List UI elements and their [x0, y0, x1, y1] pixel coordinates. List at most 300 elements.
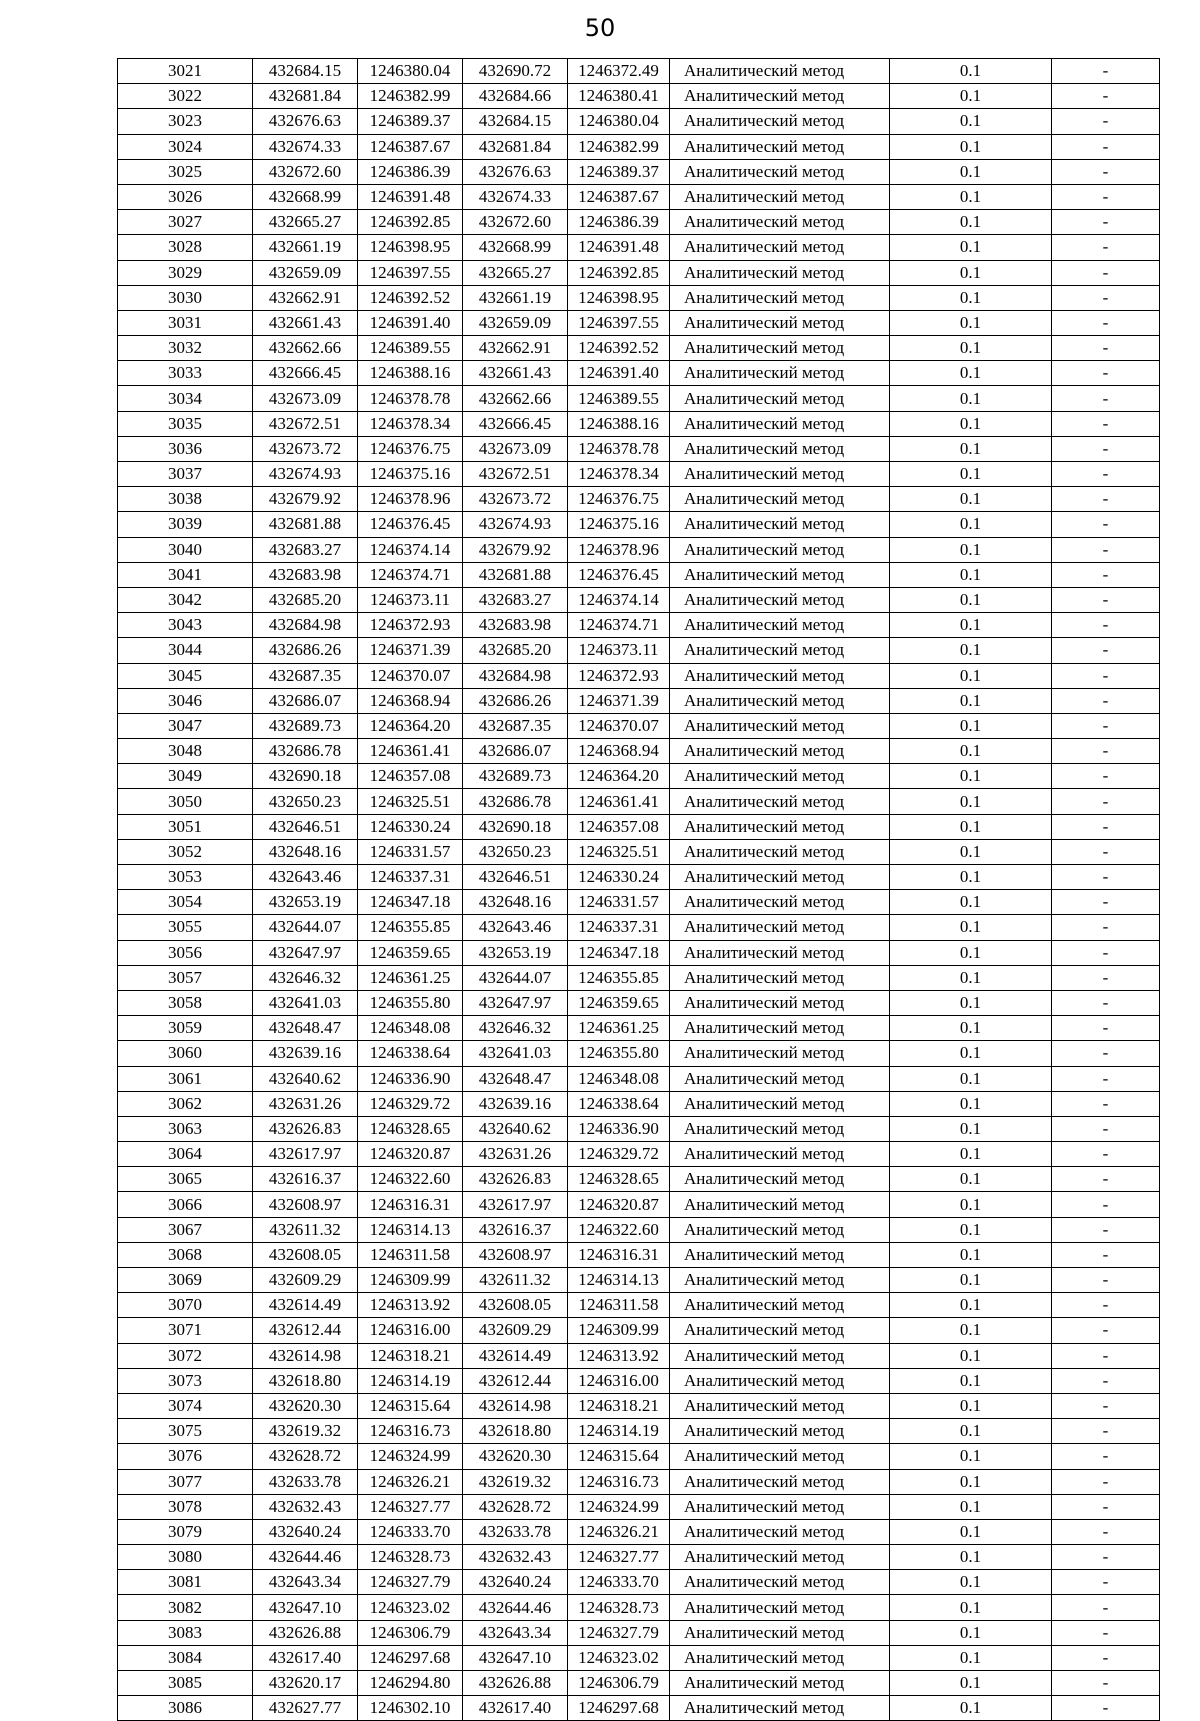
method-cell: Аналитический метод — [670, 940, 890, 965]
prev-y-coordinate-cell: 1246392.52 — [568, 336, 670, 361]
x-coordinate-cell: 432679.92 — [253, 487, 358, 512]
x-coordinate-cell: 432686.07 — [253, 688, 358, 713]
note-cell: - — [1052, 1696, 1160, 1721]
note-cell: - — [1052, 1393, 1160, 1418]
y-coordinate-cell: 1246392.52 — [358, 285, 463, 310]
note-cell: - — [1052, 235, 1160, 260]
prev-x-coordinate-cell: 432684.66 — [463, 84, 568, 109]
note-cell: - — [1052, 1116, 1160, 1141]
y-coordinate-cell: 1246323.02 — [358, 1595, 463, 1620]
y-coordinate-cell: 1246316.00 — [358, 1318, 463, 1343]
y-coordinate-cell: 1246374.71 — [358, 562, 463, 587]
point-number-cell: 3032 — [118, 336, 253, 361]
note-cell: - — [1052, 411, 1160, 436]
point-number-cell: 3072 — [118, 1343, 253, 1368]
y-coordinate-cell: 1246371.39 — [358, 638, 463, 663]
table-row — [118, 1116, 1160, 1141]
prev-y-coordinate-cell: 1246347.18 — [568, 940, 670, 965]
x-coordinate-cell: 432662.91 — [253, 285, 358, 310]
point-number-cell: 3077 — [118, 1469, 253, 1494]
precision-cell: 0.1 — [890, 587, 1052, 612]
point-number-cell: 3075 — [118, 1419, 253, 1444]
y-coordinate-cell: 1246328.65 — [358, 1116, 463, 1141]
y-coordinate-cell: 1246361.41 — [358, 739, 463, 764]
prev-x-coordinate-cell: 432653.19 — [463, 940, 568, 965]
precision-cell: 0.1 — [890, 1091, 1052, 1116]
prev-x-coordinate-cell: 432618.80 — [463, 1419, 568, 1444]
table-row — [118, 638, 1160, 663]
point-number-cell: 3047 — [118, 713, 253, 738]
table-row — [118, 688, 1160, 713]
prev-y-coordinate-cell: 1246375.16 — [568, 512, 670, 537]
precision-cell: 0.1 — [890, 739, 1052, 764]
table-row — [118, 310, 1160, 335]
method-cell: Аналитический метод — [670, 1343, 890, 1368]
method-cell: Аналитический метод — [670, 436, 890, 461]
point-number-cell: 3022 — [118, 84, 253, 109]
point-number-cell: 3083 — [118, 1620, 253, 1645]
note-cell: - — [1052, 915, 1160, 940]
prev-y-coordinate-cell: 1246378.96 — [568, 537, 670, 562]
table-row — [118, 663, 1160, 688]
method-cell: Аналитический метод — [670, 587, 890, 612]
y-coordinate-cell: 1246388.16 — [358, 361, 463, 386]
table-row — [118, 1494, 1160, 1519]
y-coordinate-cell: 1246316.73 — [358, 1419, 463, 1444]
method-cell: Аналитический метод — [670, 1620, 890, 1645]
table-row — [118, 210, 1160, 235]
precision-cell: 0.1 — [890, 890, 1052, 915]
precision-cell: 0.1 — [890, 1217, 1052, 1242]
prev-x-coordinate-cell: 432672.51 — [463, 462, 568, 487]
prev-y-coordinate-cell: 1246376.45 — [568, 562, 670, 587]
prev-x-coordinate-cell: 432661.43 — [463, 361, 568, 386]
point-number-cell: 3029 — [118, 260, 253, 285]
precision-cell: 0.1 — [890, 638, 1052, 663]
note-cell: - — [1052, 663, 1160, 688]
prev-x-coordinate-cell: 432643.46 — [463, 915, 568, 940]
method-cell: Аналитический метод — [670, 1671, 890, 1696]
note-cell: - — [1052, 965, 1160, 990]
y-coordinate-cell: 1246389.55 — [358, 336, 463, 361]
prev-x-coordinate-cell: 432685.20 — [463, 638, 568, 663]
method-cell: Аналитический метод — [670, 260, 890, 285]
point-number-cell: 3068 — [118, 1242, 253, 1267]
note-cell: - — [1052, 764, 1160, 789]
note-cell: - — [1052, 1192, 1160, 1217]
note-cell: - — [1052, 1242, 1160, 1267]
prev-x-coordinate-cell: 432690.18 — [463, 814, 568, 839]
prev-y-coordinate-cell: 1246361.41 — [568, 789, 670, 814]
prev-y-coordinate-cell: 1246348.08 — [568, 1066, 670, 1091]
method-cell: Аналитический метод — [670, 537, 890, 562]
point-number-cell: 3024 — [118, 134, 253, 159]
prev-x-coordinate-cell: 432648.16 — [463, 890, 568, 915]
precision-cell: 0.1 — [890, 512, 1052, 537]
note-cell: - — [1052, 436, 1160, 461]
x-coordinate-cell: 432681.84 — [253, 84, 358, 109]
table-row — [118, 134, 1160, 159]
method-cell: Аналитический метод — [670, 663, 890, 688]
point-number-cell: 3080 — [118, 1545, 253, 1570]
prev-y-coordinate-cell: 1246315.64 — [568, 1444, 670, 1469]
table-row — [118, 436, 1160, 461]
page-number: 50 — [584, 14, 616, 42]
precision-cell: 0.1 — [890, 865, 1052, 890]
point-number-cell: 3049 — [118, 764, 253, 789]
prev-y-coordinate-cell: 1246324.99 — [568, 1494, 670, 1519]
prev-x-coordinate-cell: 432626.83 — [463, 1167, 568, 1192]
prev-x-coordinate-cell: 432648.47 — [463, 1066, 568, 1091]
prev-y-coordinate-cell: 1246313.92 — [568, 1343, 670, 1368]
prev-y-coordinate-cell: 1246331.57 — [568, 890, 670, 915]
method-cell: Аналитический метод — [670, 84, 890, 109]
prev-y-coordinate-cell: 1246336.90 — [568, 1116, 670, 1141]
y-coordinate-cell: 1246359.65 — [358, 940, 463, 965]
point-number-cell: 3045 — [118, 663, 253, 688]
table-row — [118, 562, 1160, 587]
precision-cell: 0.1 — [890, 1570, 1052, 1595]
method-cell: Аналитический метод — [670, 915, 890, 940]
precision-cell: 0.1 — [890, 1293, 1052, 1318]
prev-x-coordinate-cell: 432662.91 — [463, 336, 568, 361]
point-number-cell: 3064 — [118, 1142, 253, 1167]
method-cell: Аналитический метод — [670, 1217, 890, 1242]
prev-x-coordinate-cell: 432666.45 — [463, 411, 568, 436]
prev-x-coordinate-cell: 432683.27 — [463, 587, 568, 612]
precision-cell: 0.1 — [890, 1167, 1052, 1192]
x-coordinate-cell: 432666.45 — [253, 361, 358, 386]
y-coordinate-cell: 1246324.99 — [358, 1444, 463, 1469]
method-cell: Аналитический метод — [670, 1268, 890, 1293]
note-cell: - — [1052, 865, 1160, 890]
y-coordinate-cell: 1246378.34 — [358, 411, 463, 436]
prev-x-coordinate-cell: 432628.72 — [463, 1494, 568, 1519]
prev-y-coordinate-cell: 1246370.07 — [568, 713, 670, 738]
point-number-cell: 3038 — [118, 487, 253, 512]
note-cell: - — [1052, 1217, 1160, 1242]
prev-x-coordinate-cell: 432690.72 — [463, 59, 568, 84]
prev-y-coordinate-cell: 1246388.16 — [568, 411, 670, 436]
method-cell: Аналитический метод — [670, 562, 890, 587]
x-coordinate-cell: 432673.72 — [253, 436, 358, 461]
coordinates-table-body — [118, 59, 1160, 1721]
table-row — [118, 1545, 1160, 1570]
note-cell: - — [1052, 1167, 1160, 1192]
table-row — [118, 1671, 1160, 1696]
x-coordinate-cell: 432686.78 — [253, 739, 358, 764]
x-coordinate-cell: 432627.77 — [253, 1696, 358, 1721]
y-coordinate-cell: 1246361.25 — [358, 965, 463, 990]
prev-y-coordinate-cell: 1246378.78 — [568, 436, 670, 461]
prev-y-coordinate-cell: 1246374.14 — [568, 587, 670, 612]
prev-y-coordinate-cell: 1246297.68 — [568, 1696, 670, 1721]
y-coordinate-cell: 1246347.18 — [358, 890, 463, 915]
prev-y-coordinate-cell: 1246397.55 — [568, 310, 670, 335]
table-row — [118, 361, 1160, 386]
method-cell: Аналитический метод — [670, 965, 890, 990]
table-row — [118, 990, 1160, 1015]
point-number-cell: 3059 — [118, 1016, 253, 1041]
prev-y-coordinate-cell: 1246316.73 — [568, 1469, 670, 1494]
table-row — [118, 462, 1160, 487]
prev-x-coordinate-cell: 432684.15 — [463, 109, 568, 134]
note-cell: - — [1052, 210, 1160, 235]
note-cell: - — [1052, 134, 1160, 159]
point-number-cell: 3023 — [118, 109, 253, 134]
table-row — [118, 1192, 1160, 1217]
point-number-cell: 3061 — [118, 1066, 253, 1091]
prev-x-coordinate-cell: 432673.09 — [463, 436, 568, 461]
prev-y-coordinate-cell: 1246359.65 — [568, 990, 670, 1015]
y-coordinate-cell: 1246380.04 — [358, 59, 463, 84]
prev-x-coordinate-cell: 432644.46 — [463, 1595, 568, 1620]
precision-cell: 0.1 — [890, 310, 1052, 335]
prev-x-coordinate-cell: 432620.30 — [463, 1444, 568, 1469]
precision-cell: 0.1 — [890, 990, 1052, 1015]
y-coordinate-cell: 1246314.13 — [358, 1217, 463, 1242]
method-cell: Аналитический метод — [670, 1066, 890, 1091]
prev-y-coordinate-cell: 1246391.40 — [568, 361, 670, 386]
precision-cell: 0.1 — [890, 537, 1052, 562]
note-cell: - — [1052, 1444, 1160, 1469]
precision-cell: 0.1 — [890, 1494, 1052, 1519]
prev-y-coordinate-cell: 1246380.04 — [568, 109, 670, 134]
y-coordinate-cell: 1246373.11 — [358, 587, 463, 612]
y-coordinate-cell: 1246327.79 — [358, 1570, 463, 1595]
prev-x-coordinate-cell: 432679.92 — [463, 537, 568, 562]
note-cell: - — [1052, 310, 1160, 335]
table-row — [118, 1368, 1160, 1393]
precision-cell: 0.1 — [890, 1595, 1052, 1620]
x-coordinate-cell: 432631.26 — [253, 1091, 358, 1116]
precision-cell: 0.1 — [890, 235, 1052, 260]
y-coordinate-cell: 1246313.92 — [358, 1293, 463, 1318]
precision-cell: 0.1 — [890, 285, 1052, 310]
note-cell: - — [1052, 1343, 1160, 1368]
point-number-cell: 3027 — [118, 210, 253, 235]
x-coordinate-cell: 432672.51 — [253, 411, 358, 436]
x-coordinate-cell: 432640.24 — [253, 1519, 358, 1544]
prev-x-coordinate-cell: 432617.97 — [463, 1192, 568, 1217]
y-coordinate-cell: 1246376.75 — [358, 436, 463, 461]
precision-cell: 0.1 — [890, 487, 1052, 512]
precision-cell: 0.1 — [890, 789, 1052, 814]
point-number-cell: 3084 — [118, 1645, 253, 1670]
y-coordinate-cell: 1246386.39 — [358, 159, 463, 184]
table-row — [118, 1167, 1160, 1192]
precision-cell: 0.1 — [890, 1116, 1052, 1141]
prev-y-coordinate-cell: 1246355.80 — [568, 1041, 670, 1066]
method-cell: Аналитический метод — [670, 1494, 890, 1519]
note-cell: - — [1052, 487, 1160, 512]
note-cell: - — [1052, 1066, 1160, 1091]
note-cell: - — [1052, 1318, 1160, 1343]
y-coordinate-cell: 1246327.77 — [358, 1494, 463, 1519]
precision-cell: 0.1 — [890, 84, 1052, 109]
precision-cell: 0.1 — [890, 1393, 1052, 1418]
x-coordinate-cell: 432643.46 — [253, 865, 358, 890]
note-cell: - — [1052, 386, 1160, 411]
note-cell: - — [1052, 1041, 1160, 1066]
prev-x-coordinate-cell: 432632.43 — [463, 1545, 568, 1570]
table-row — [118, 1570, 1160, 1595]
x-coordinate-cell: 432640.62 — [253, 1066, 358, 1091]
table-row — [118, 1595, 1160, 1620]
note-cell: - — [1052, 1293, 1160, 1318]
point-number-cell: 3069 — [118, 1268, 253, 1293]
y-coordinate-cell: 1246325.51 — [358, 789, 463, 814]
point-number-cell: 3034 — [118, 386, 253, 411]
x-coordinate-cell: 432647.97 — [253, 940, 358, 965]
table-row — [118, 1091, 1160, 1116]
note-cell: - — [1052, 159, 1160, 184]
point-number-cell: 3067 — [118, 1217, 253, 1242]
table-row — [118, 1217, 1160, 1242]
point-number-cell: 3081 — [118, 1570, 253, 1595]
x-coordinate-cell: 432632.43 — [253, 1494, 358, 1519]
y-coordinate-cell: 1246372.93 — [358, 613, 463, 638]
x-coordinate-cell: 432662.66 — [253, 336, 358, 361]
point-number-cell: 3048 — [118, 739, 253, 764]
note-cell: - — [1052, 1268, 1160, 1293]
precision-cell: 0.1 — [890, 1268, 1052, 1293]
y-coordinate-cell: 1246392.85 — [358, 210, 463, 235]
point-number-cell: 3060 — [118, 1041, 253, 1066]
note-cell: - — [1052, 1494, 1160, 1519]
note-cell: - — [1052, 361, 1160, 386]
x-coordinate-cell: 432683.27 — [253, 537, 358, 562]
table-row — [118, 411, 1160, 436]
point-number-cell: 3040 — [118, 537, 253, 562]
prev-x-coordinate-cell: 432609.29 — [463, 1318, 568, 1343]
prev-y-coordinate-cell: 1246386.39 — [568, 210, 670, 235]
table-row — [118, 613, 1160, 638]
method-cell: Аналитический метод — [670, 890, 890, 915]
method-cell: Аналитический метод — [670, 361, 890, 386]
precision-cell: 0.1 — [890, 1469, 1052, 1494]
prev-x-coordinate-cell: 432608.97 — [463, 1242, 568, 1267]
method-cell: Аналитический метод — [670, 638, 890, 663]
table-row — [118, 487, 1160, 512]
point-number-cell: 3076 — [118, 1444, 253, 1469]
point-number-cell: 3086 — [118, 1696, 253, 1721]
prev-x-coordinate-cell: 432614.49 — [463, 1343, 568, 1368]
note-cell: - — [1052, 1671, 1160, 1696]
method-cell: Аналитический метод — [670, 1041, 890, 1066]
note-cell: - — [1052, 184, 1160, 209]
method-cell: Аналитический метод — [670, 210, 890, 235]
y-coordinate-cell: 1246309.99 — [358, 1268, 463, 1293]
note-cell: - — [1052, 1545, 1160, 1570]
point-number-cell: 3078 — [118, 1494, 253, 1519]
x-coordinate-cell: 432643.34 — [253, 1570, 358, 1595]
prev-x-coordinate-cell: 432668.99 — [463, 235, 568, 260]
prev-x-coordinate-cell: 432681.88 — [463, 562, 568, 587]
table-row — [118, 940, 1160, 965]
y-coordinate-cell: 1246370.07 — [358, 663, 463, 688]
y-coordinate-cell: 1246338.64 — [358, 1041, 463, 1066]
precision-cell: 0.1 — [890, 839, 1052, 864]
prev-y-coordinate-cell: 1246392.85 — [568, 260, 670, 285]
precision-cell: 0.1 — [890, 814, 1052, 839]
note-cell: - — [1052, 59, 1160, 84]
table-row — [118, 260, 1160, 285]
point-number-cell: 3044 — [118, 638, 253, 663]
table-row — [118, 59, 1160, 84]
precision-cell: 0.1 — [890, 386, 1052, 411]
prev-y-coordinate-cell: 1246374.71 — [568, 613, 670, 638]
method-cell: Аналитический метод — [670, 336, 890, 361]
table-row — [118, 84, 1160, 109]
precision-cell: 0.1 — [890, 336, 1052, 361]
y-coordinate-cell: 1246397.55 — [358, 260, 463, 285]
y-coordinate-cell: 1246337.31 — [358, 865, 463, 890]
x-coordinate-cell: 432684.98 — [253, 613, 358, 638]
y-coordinate-cell: 1246330.24 — [358, 814, 463, 839]
table-row — [118, 1293, 1160, 1318]
method-cell: Аналитический метод — [670, 1419, 890, 1444]
method-cell: Аналитический метод — [670, 814, 890, 839]
table-row — [118, 764, 1160, 789]
prev-x-coordinate-cell: 432683.98 — [463, 613, 568, 638]
x-coordinate-cell: 432653.19 — [253, 890, 358, 915]
method-cell: Аналитический метод — [670, 462, 890, 487]
y-coordinate-cell: 1246333.70 — [358, 1519, 463, 1544]
table-row — [118, 336, 1160, 361]
y-coordinate-cell: 1246318.21 — [358, 1343, 463, 1368]
prev-x-coordinate-cell: 432641.03 — [463, 1041, 568, 1066]
precision-cell: 0.1 — [890, 1419, 1052, 1444]
x-coordinate-cell: 432676.63 — [253, 109, 358, 134]
precision-cell: 0.1 — [890, 713, 1052, 738]
precision-cell: 0.1 — [890, 562, 1052, 587]
note-cell: - — [1052, 1595, 1160, 1620]
point-number-cell: 3046 — [118, 688, 253, 713]
precision-cell: 0.1 — [890, 663, 1052, 688]
point-number-cell: 3058 — [118, 990, 253, 1015]
prev-x-coordinate-cell: 432686.78 — [463, 789, 568, 814]
method-cell: Аналитический метод — [670, 184, 890, 209]
method-cell: Аналитический метод — [670, 739, 890, 764]
y-coordinate-cell: 1246387.67 — [358, 134, 463, 159]
method-cell: Аналитический метод — [670, 1545, 890, 1570]
point-number-cell: 3035 — [118, 411, 253, 436]
prev-x-coordinate-cell: 432674.33 — [463, 184, 568, 209]
precision-cell: 0.1 — [890, 1318, 1052, 1343]
table-row — [118, 1016, 1160, 1041]
x-coordinate-cell: 432646.51 — [253, 814, 358, 839]
point-number-cell: 3039 — [118, 512, 253, 537]
point-number-cell: 3085 — [118, 1671, 253, 1696]
point-number-cell: 3042 — [118, 587, 253, 612]
precision-cell: 0.1 — [890, 1545, 1052, 1570]
point-number-cell: 3025 — [118, 159, 253, 184]
prev-y-coordinate-cell: 1246364.20 — [568, 764, 670, 789]
point-number-cell: 3074 — [118, 1393, 253, 1418]
precision-cell: 0.1 — [890, 1645, 1052, 1670]
note-cell: - — [1052, 839, 1160, 864]
prev-y-coordinate-cell: 1246325.51 — [568, 839, 670, 864]
precision-cell: 0.1 — [890, 1368, 1052, 1393]
method-cell: Аналитический метод — [670, 764, 890, 789]
prev-x-coordinate-cell: 432681.84 — [463, 134, 568, 159]
prev-x-coordinate-cell: 432674.93 — [463, 512, 568, 537]
x-coordinate-cell: 432689.73 — [253, 713, 358, 738]
method-cell: Аналитический метод — [670, 1570, 890, 1595]
table-row — [118, 1645, 1160, 1670]
method-cell: Аналитический метод — [670, 1393, 890, 1418]
